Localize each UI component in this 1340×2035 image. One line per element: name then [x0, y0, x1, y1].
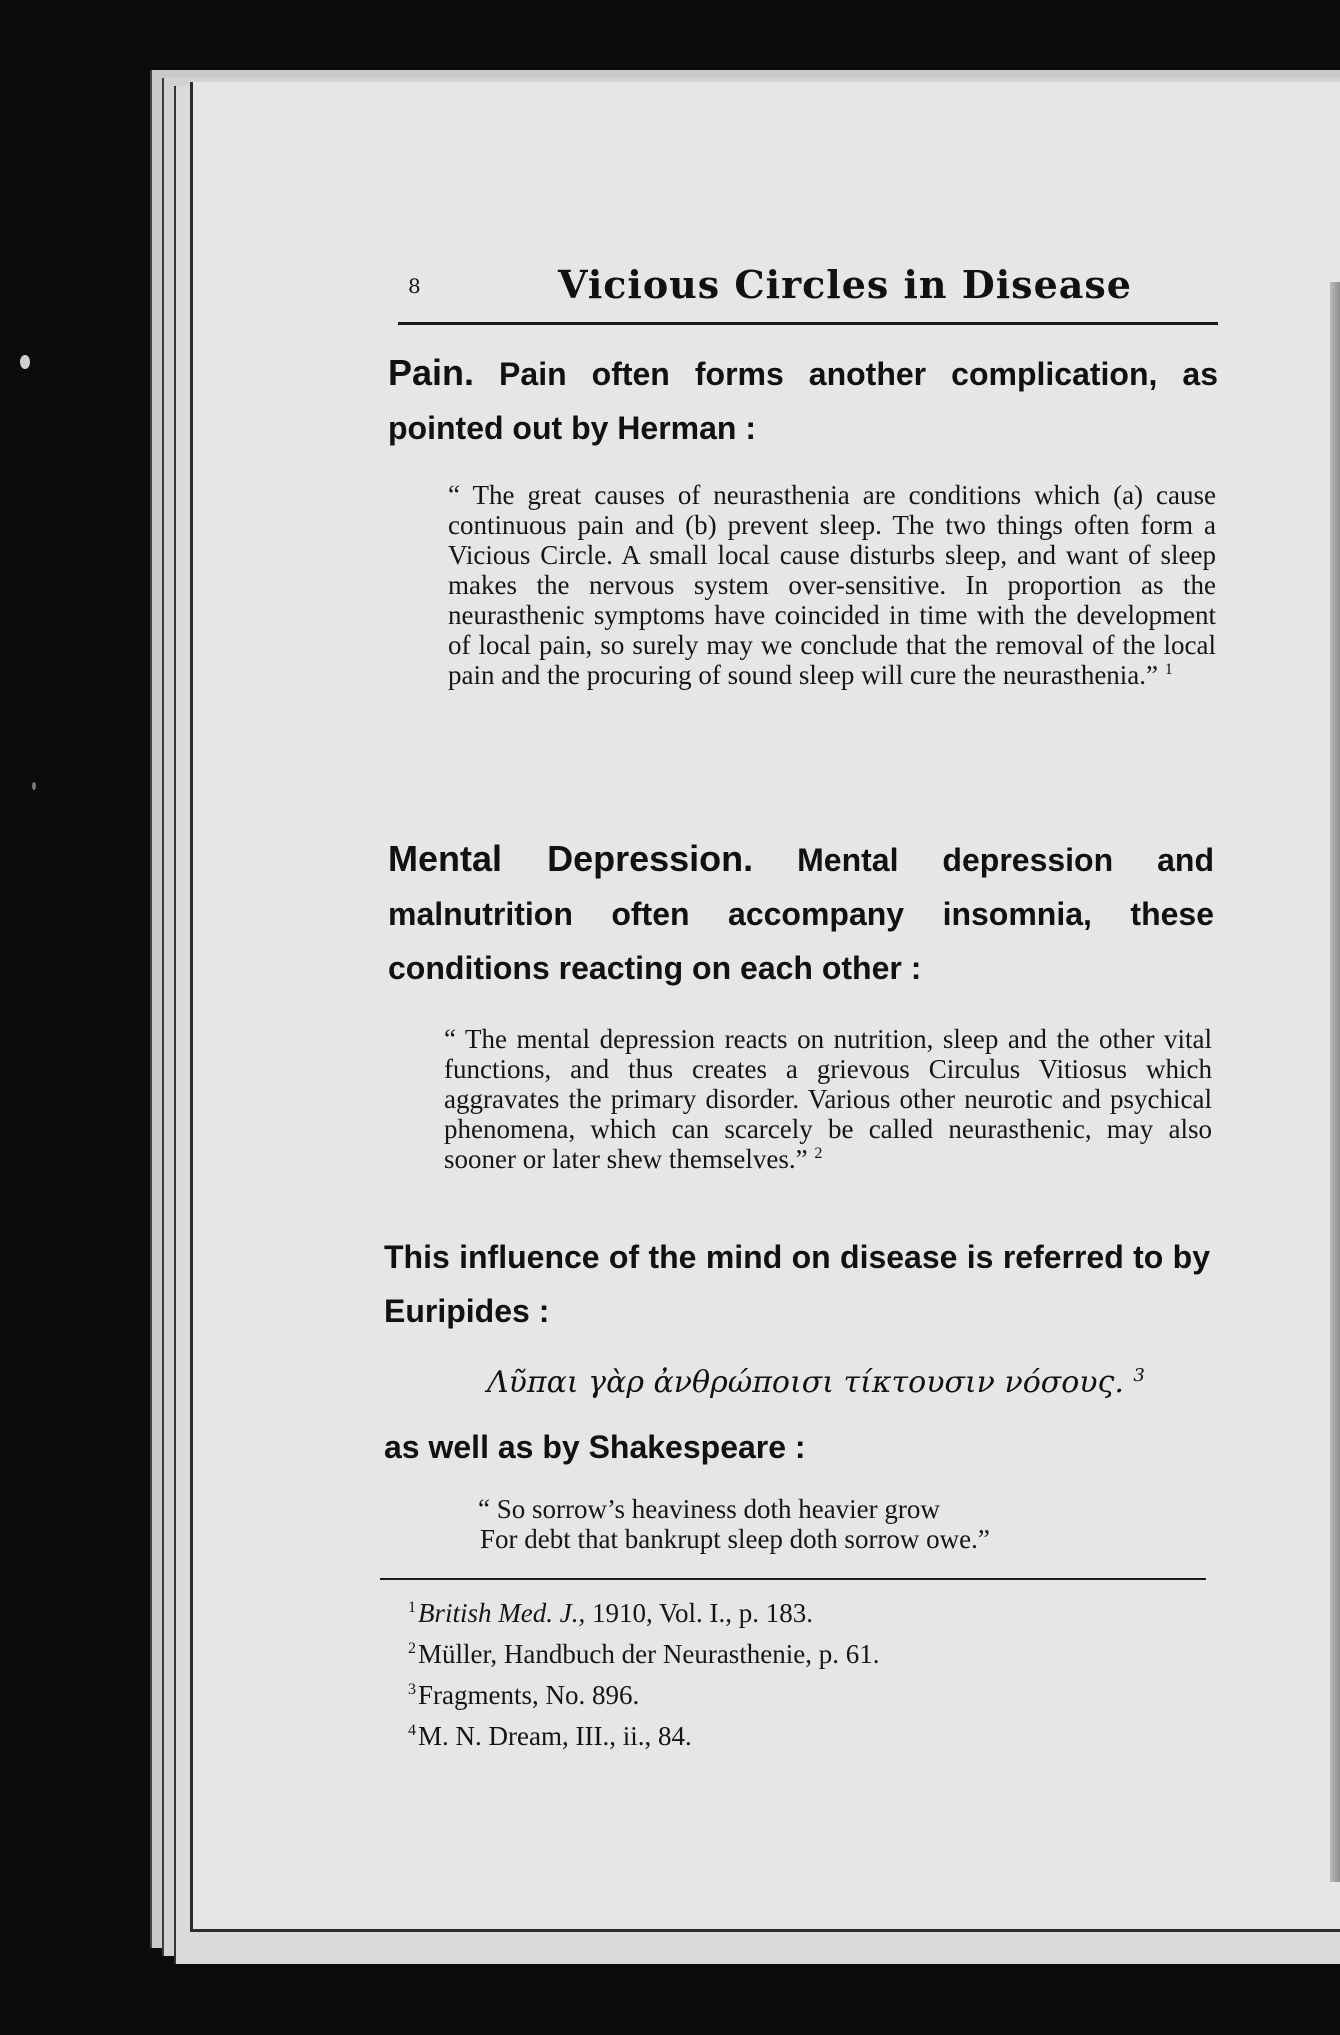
pain-quote — [448, 480, 1216, 690]
running-title: Vicious Circles in Disease — [558, 262, 1132, 307]
pain-text: Pain often forms another complication, as pointed out by Herman : — [388, 356, 1218, 446]
footnote-italic: British Med. J., — [418, 1598, 586, 1628]
scan-speck — [32, 782, 36, 790]
greek-quote-text: Λῦπαι γὰρ ἀνθρώποισι τίκτουσιν νόσους. — [487, 1365, 1124, 1400]
depression-quote — [444, 1024, 1212, 1174]
scan-speck — [20, 355, 30, 369]
shakespeare-line-1: “ So sorrow’s heaviness doth heavier grow — [478, 1494, 940, 1524]
pain-heading: Pain. — [388, 352, 475, 393]
footnotes — [408, 1590, 1108, 1754]
greek-quote — [487, 1365, 1145, 1400]
shakespeare-line-2: For debt that bankrupt sleep doth sorrow owe.” — [480, 1524, 990, 1554]
depression-paragraph — [388, 832, 1214, 995]
depression-heading: Mental Depression. — [388, 838, 754, 879]
shakespeare-quote — [478, 1494, 1178, 1554]
greek-quote-note: 3 — [1133, 1365, 1145, 1386]
euripides-paragraph — [384, 1230, 1210, 1338]
footnote-text: M. N. Dream, III., ii., 84. — [418, 1721, 692, 1751]
page-number: 8 — [408, 274, 421, 298]
page-edge-shadow — [1330, 282, 1340, 1882]
footnote-text: 1910, Vol. I., p. 183. — [585, 1598, 814, 1628]
pain-quote-note: 1 — [1164, 660, 1173, 678]
footnote-mark: 1 — [408, 1599, 416, 1616]
pain-quote-text: “ The great causes of neurasthenia are conditions which (a) cause continuous pain and (b) prevent sleep. The two things often form a Vicious Circle. A small local cause disturbs sleep, and want of sleep makes the nervous system over-sensitive. In proportion as the neurasthenic symptoms have coincided in time with the development of local pain, so surely may we conclude that the removal of the local pain and the procuring of sound sleep will cure the neurasthenia.” — [448, 480, 1216, 690]
footnote-1 — [408, 1590, 1108, 1631]
shakespeare-paragraph — [384, 1420, 1210, 1474]
footnote-divider — [380, 1578, 1206, 1580]
footnote-4 — [408, 1713, 1108, 1754]
depression-text: Mental depression and malnutrition often accompany insomnia, these conditions reacting on each other : — [388, 842, 1214, 986]
shakespeare-text: as well as by Shakespeare : — [384, 1429, 806, 1465]
footnote-2 — [408, 1631, 1108, 1672]
depression-quote-note: 2 — [814, 1144, 823, 1162]
depression-quote-text: “ The mental depression reacts on nutrition, sleep and the other vital functions, and thus creates a grievous Circulus Vitiosus which aggravates the primary disorder. Various other neurotic and psychical phenomena, which can scarcely be called neurasthenic, may also sooner or later shew themselves.” — [444, 1024, 1212, 1174]
pain-paragraph — [388, 346, 1218, 455]
footnote-mark: 3 — [408, 1681, 416, 1698]
footnote-mark: 2 — [408, 1640, 416, 1657]
footnote-text: Müller, Handbuch der Neurasthenie, p. 61. — [418, 1639, 880, 1669]
euripides-text: This influence of the mind on disease is referred to by Euripides : — [384, 1239, 1210, 1329]
footnote-3 — [408, 1672, 1108, 1713]
footnote-text: Fragments, No. 896. — [418, 1680, 640, 1710]
page-header — [398, 262, 1218, 325]
footnote-mark: 4 — [408, 1722, 416, 1739]
